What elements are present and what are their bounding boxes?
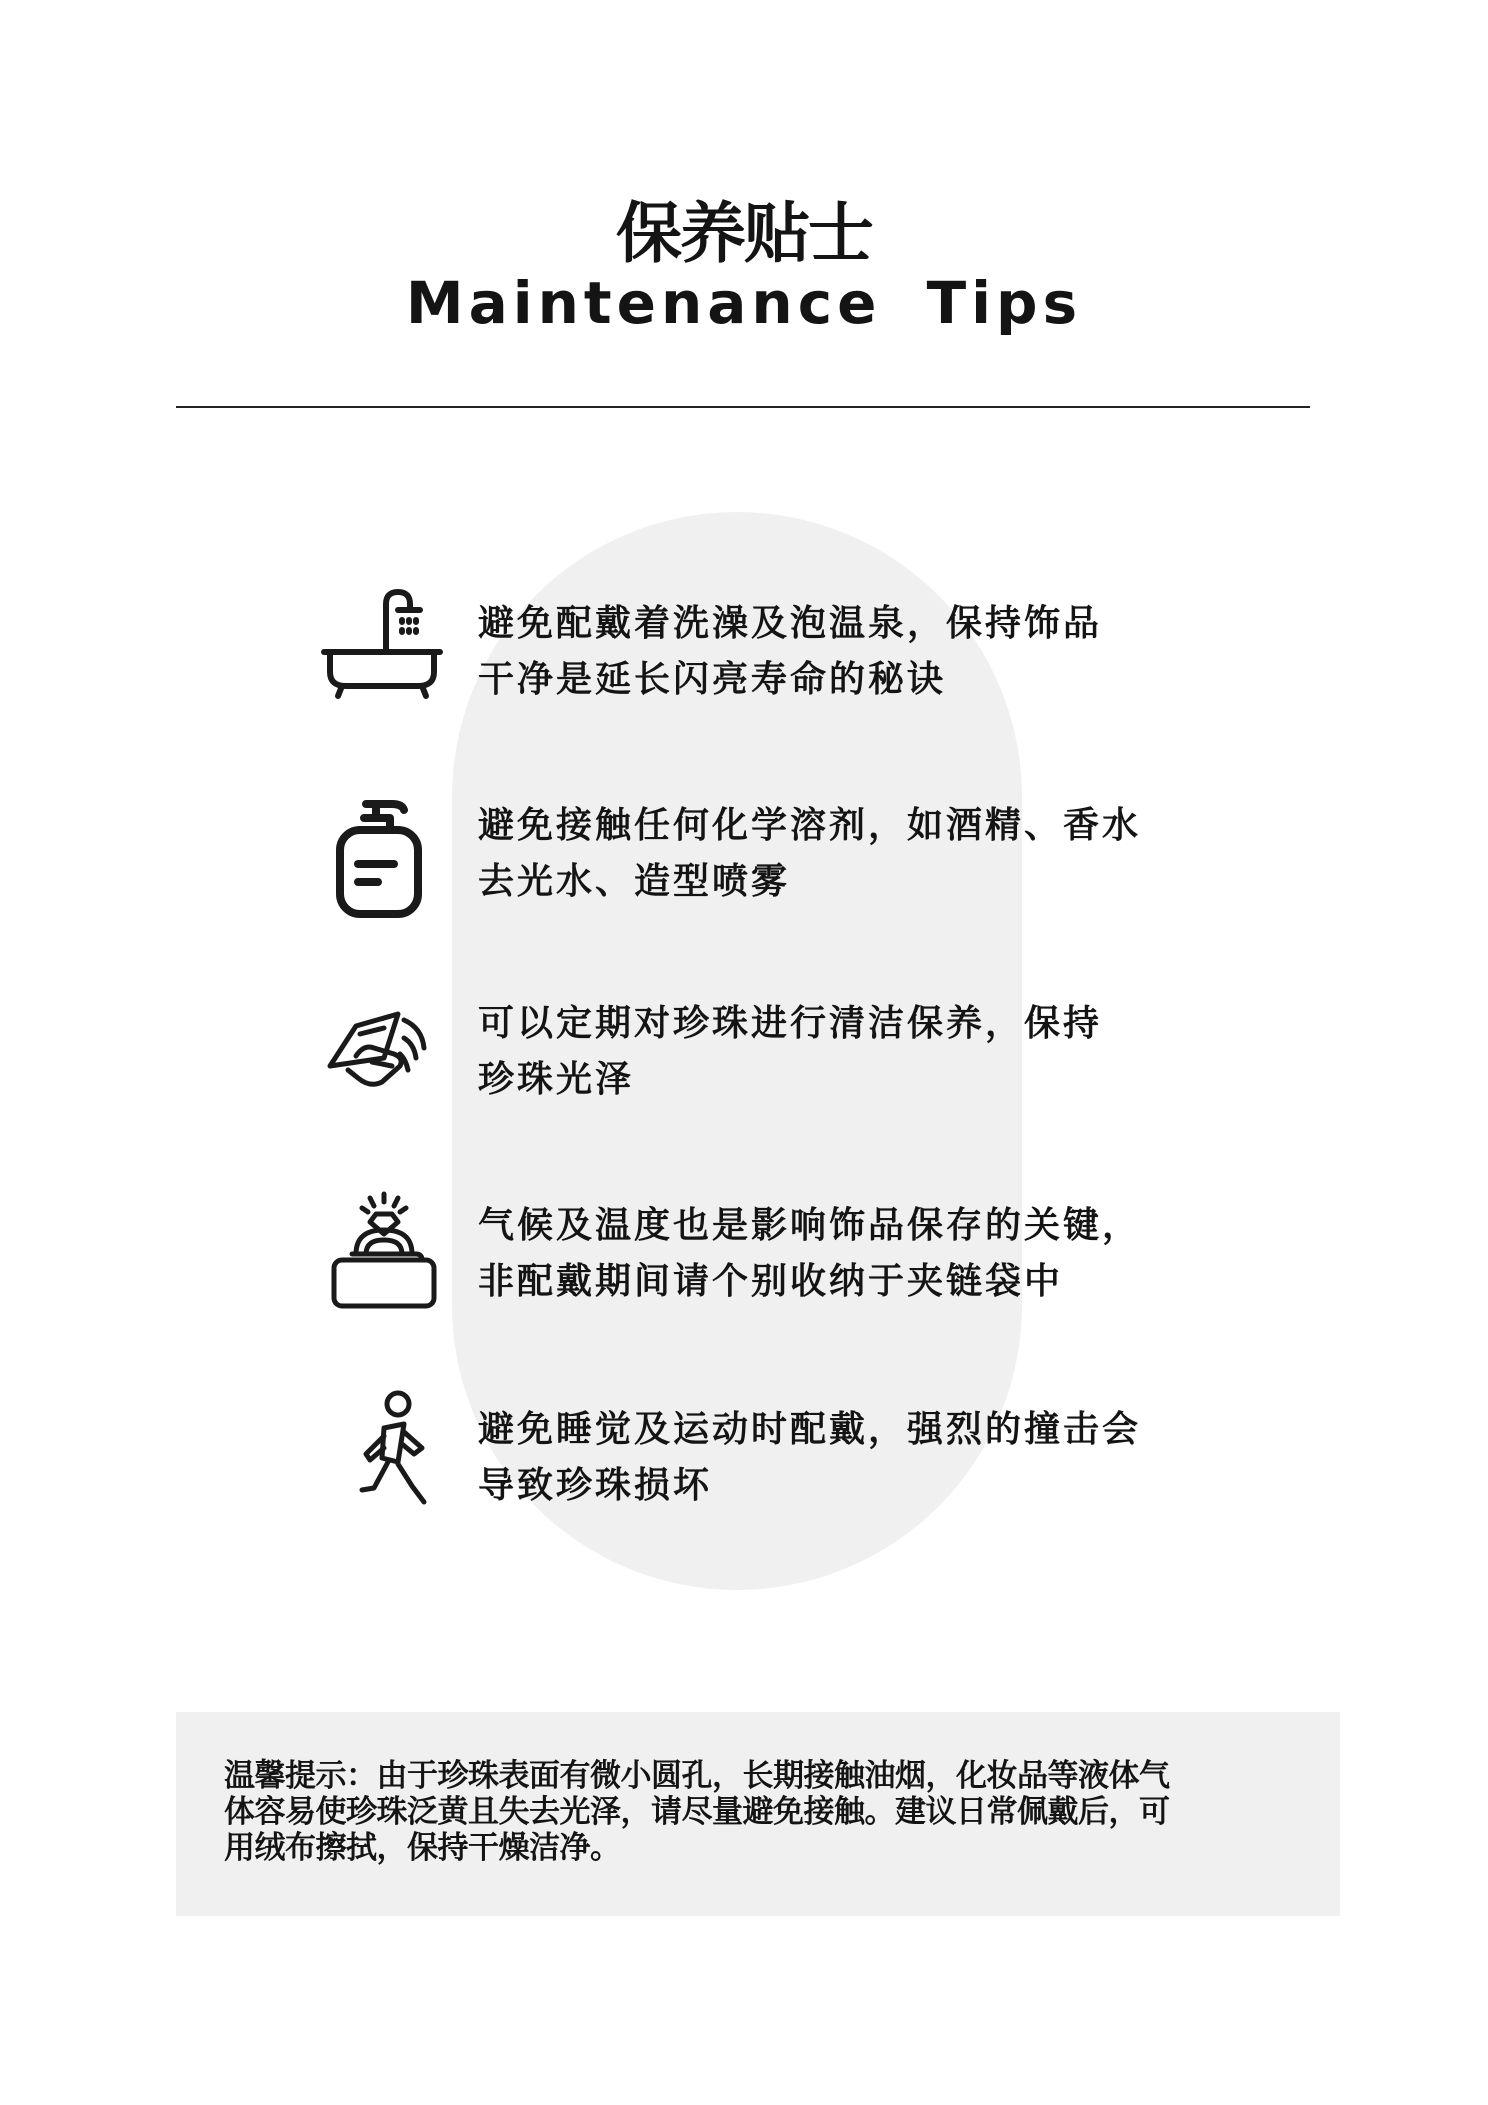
tip-text-5: 避免睡觉及运动时配戴，强烈的撞击会 导致珍珠损坏 xyxy=(478,1409,1142,1506)
title-divider xyxy=(176,406,1310,408)
tip-text-3: 可以定期对珍珠进行清洁保养，保持 珍珠光泽 xyxy=(478,1003,1103,1100)
page-title-english: Maintenance Tips xyxy=(405,269,1083,337)
hand-wiping-cloth-icon xyxy=(312,978,462,1128)
tip-text-2: 避免接触任何化学溶剂，如酒精、香水 去光水、造型喷雾 xyxy=(478,805,1142,902)
page-title-chinese: 保养贴士 xyxy=(616,195,872,272)
tip-text-4: 气候及温度也是影响饰品保存的关键， 非配戴期间请个别收纳于夹链袋中 xyxy=(478,1205,1142,1302)
jewelry-box-icon xyxy=(312,1182,462,1332)
notice-text: 温馨提示：由于珍珠表面有微小圆孔，长期接触油烟，化妆品等液体气 体容易使珍珠泛黄且失去光泽，请尽量避免接触。建议日常佩戴后，可 用绒布擦拭，保持干燥洁净。 xyxy=(224,1758,1170,1866)
bathtub-icon xyxy=(312,578,462,728)
notice-box xyxy=(176,1712,1340,1916)
running-person-icon xyxy=(312,1384,462,1534)
pump-bottle-icon xyxy=(312,786,462,936)
tip-text-1: 避免配戴着洗澡及泡温泉，保持饰品 干净是延长闪亮寿命的秘诀 xyxy=(478,603,1103,700)
